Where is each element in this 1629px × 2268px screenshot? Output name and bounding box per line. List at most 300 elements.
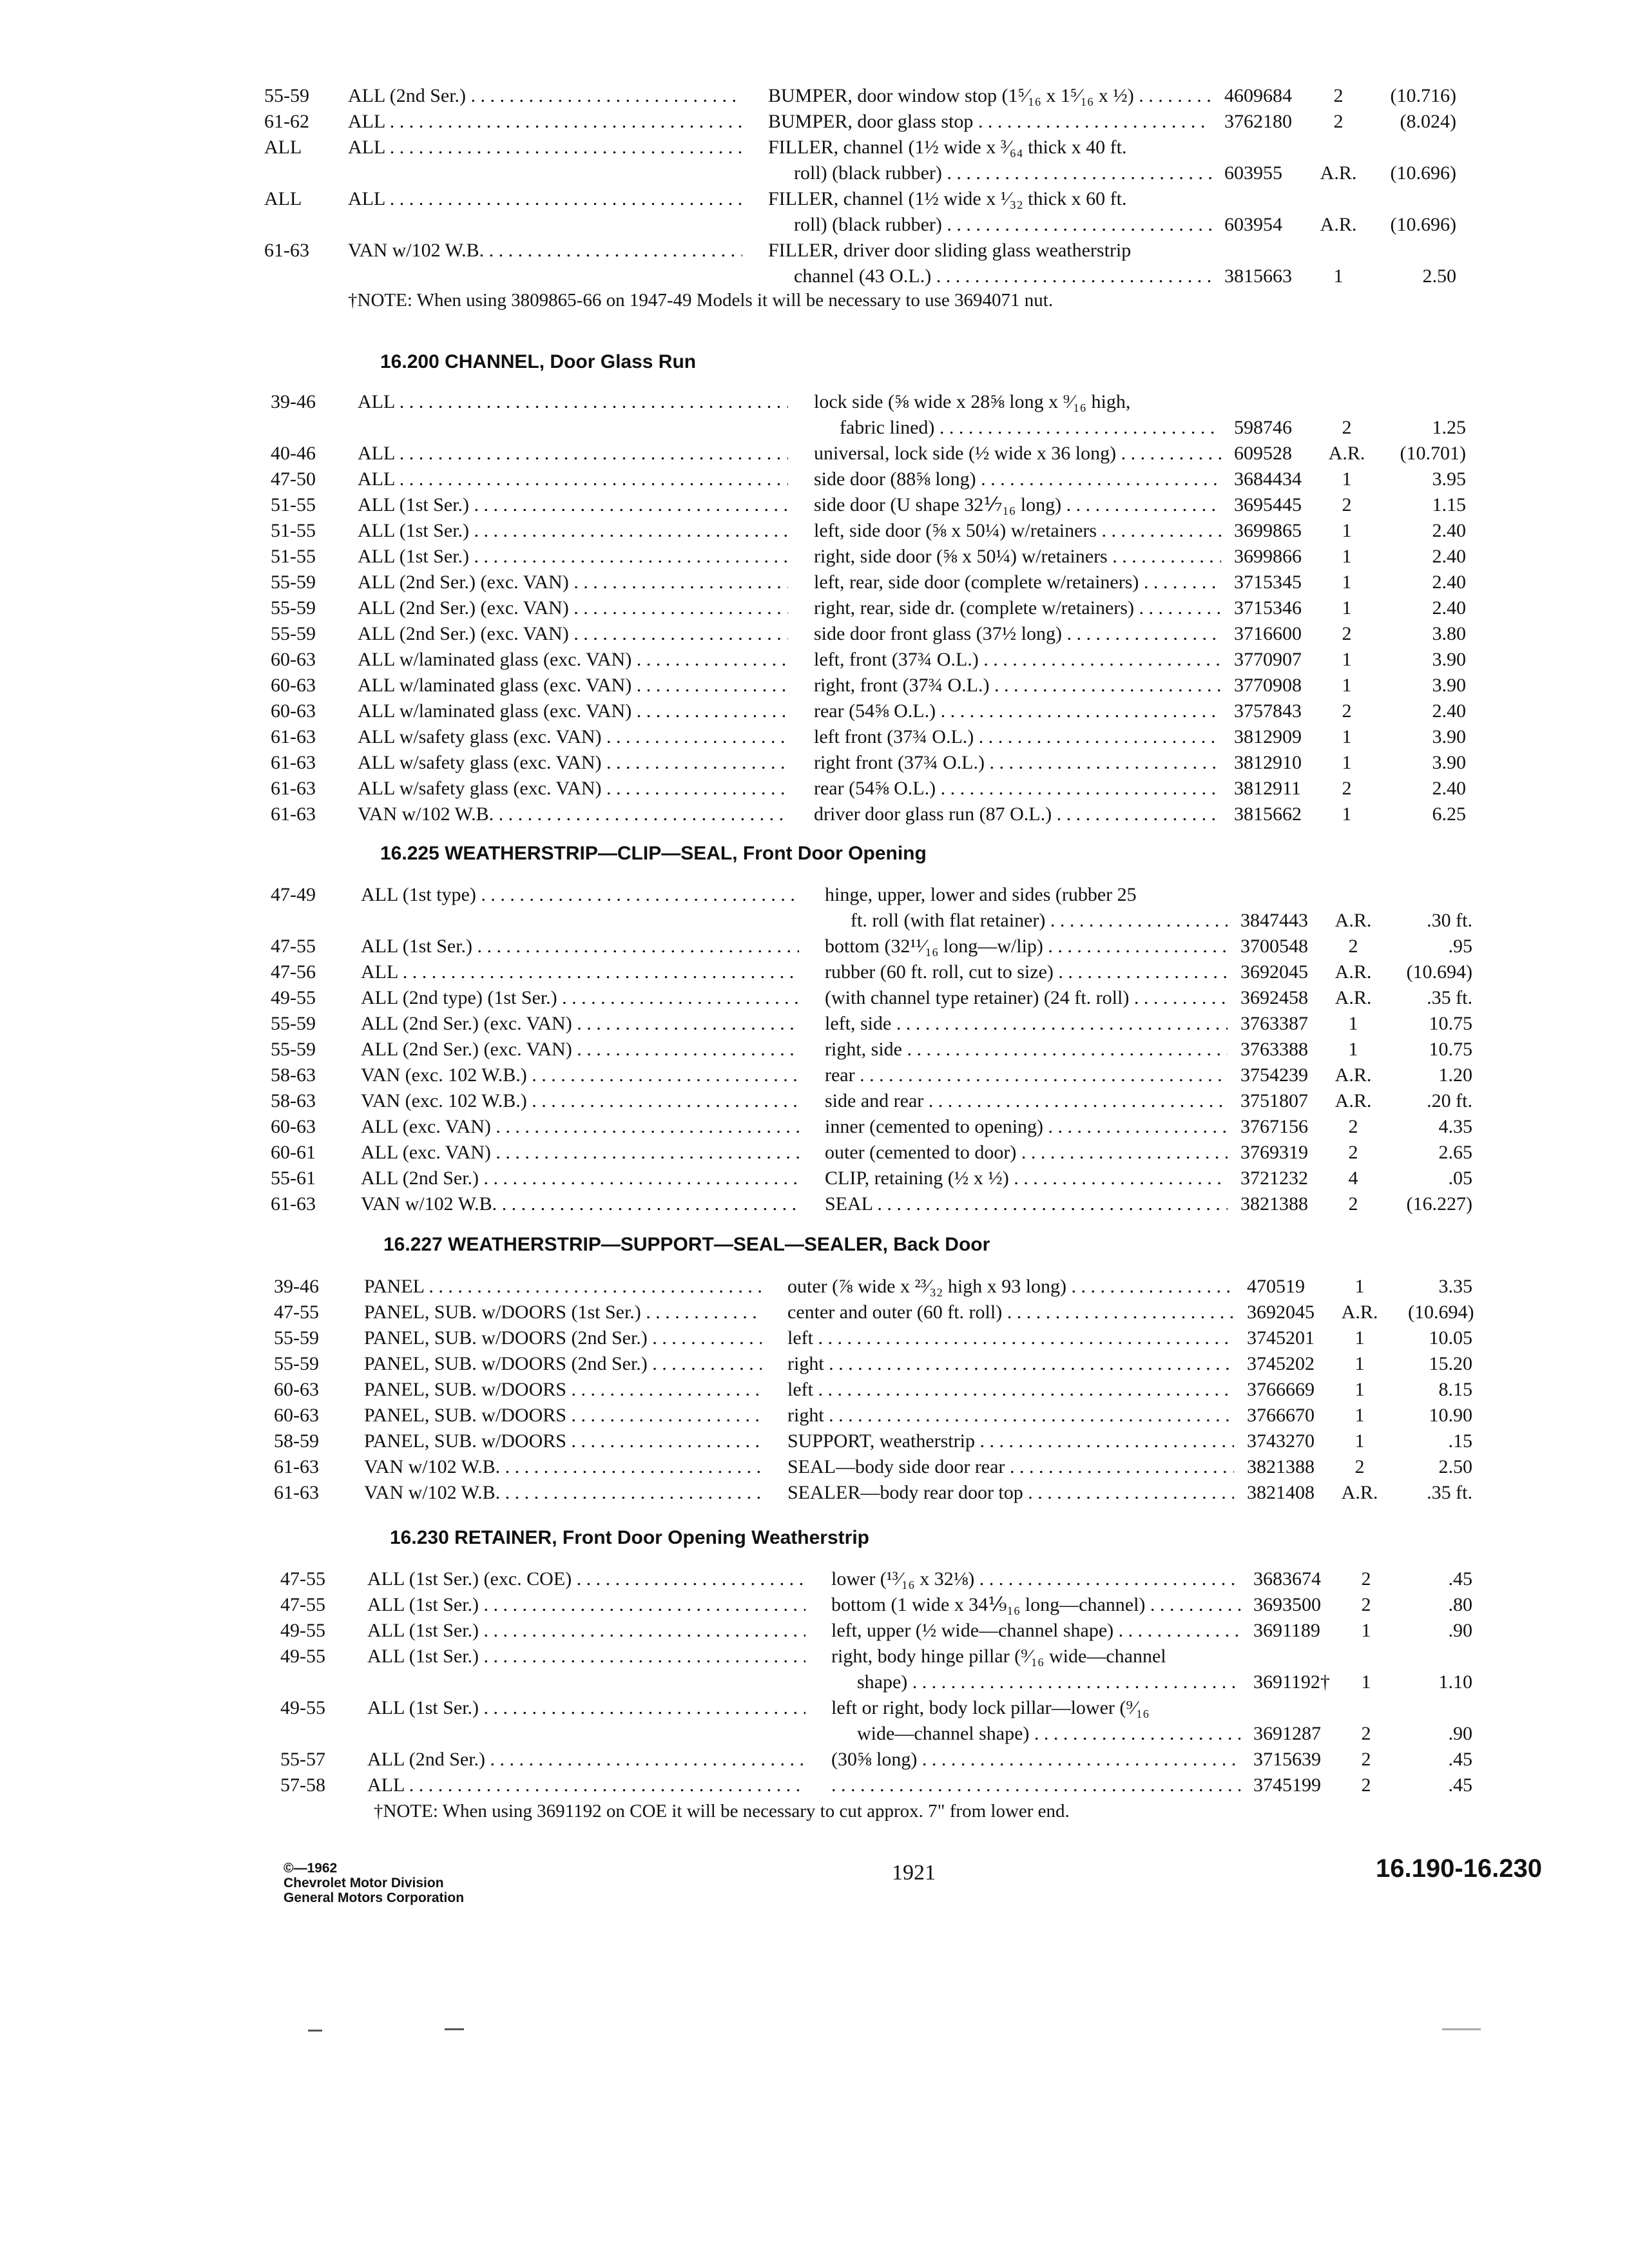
part-description: FILLER, channel (1½ wide x ¹⁄₃₂ thick x 60 ft. (768, 188, 1127, 209)
model-years: 55-59 (271, 1039, 316, 1060)
quantity: 2 (1361, 1568, 1371, 1590)
part-description: left . . . (787, 1326, 1234, 1350)
quantity: 1 (1354, 1353, 1365, 1374)
parts-row (0, 1089, 1629, 1115)
part-description: BUMPER, door window stop (1⁵⁄₁₆ x 1⁵⁄₁₆ x ½) . . . (768, 84, 1211, 108)
model-applicability: VAN w/102 W.B. . . . (364, 1455, 762, 1479)
division-line: Chevrolet Motor Division (284, 1876, 444, 1890)
part-description: hinge, upper, lower and sides (rubber 25 (825, 884, 1137, 905)
model-applicability: ALL . . . (358, 467, 788, 492)
model-years: 55-59 (274, 1327, 319, 1349)
part-number: 3812909 (1234, 726, 1302, 747)
list-price: .95 (1448, 936, 1472, 957)
part-number: 3715346 (1234, 597, 1302, 619)
part-number: 3766669 (1247, 1379, 1315, 1400)
parts-row (0, 725, 1629, 751)
parts-row (0, 1567, 1629, 1593)
quantity: 1 (1361, 1671, 1371, 1693)
quantity: 2 (1342, 494, 1352, 515)
quantity: A.R. (1335, 961, 1372, 983)
part-number: 3721232 (1240, 1168, 1308, 1189)
model-applicability: ALL (1st Ser.) . . . (358, 519, 788, 543)
quantity: A.R. (1341, 1302, 1378, 1323)
parts-row (0, 1696, 1629, 1747)
parts-row (0, 493, 1629, 519)
quantity: 1 (1348, 1013, 1358, 1034)
model-applicability: ALL w/safety glass (exc. VAN) . . . (358, 725, 788, 749)
part-description: shape) . . . (857, 1670, 1240, 1695)
model-years: 39-46 (271, 391, 316, 412)
model-years: 51-55 (271, 520, 316, 541)
part-number: 3815662 (1234, 803, 1302, 825)
part-number: 3745201 (1247, 1327, 1315, 1349)
model-years: 47-55 (274, 1302, 319, 1323)
parts-row (0, 1455, 1629, 1481)
model-years: 61-63 (271, 726, 316, 747)
model-applicability: ALL (1st Ser.) . . . (361, 934, 799, 959)
parts-row (0, 1274, 1629, 1300)
parts-row (0, 1037, 1629, 1063)
part-description: rubber (60 ft. roll, cut to size) . . . (825, 960, 1228, 985)
section-heading: 16.230 RETAINER, Front Door Opening Weatherstrip (390, 1527, 869, 1548)
quantity: 1 (1354, 1276, 1365, 1297)
model-applicability: ALL (exc. VAN) . . . (361, 1140, 799, 1165)
quantity: 2 (1333, 111, 1344, 132)
part-description: lock side (⅝ wide x 28⅝ long x ⁹⁄₁₆ high, (814, 391, 1131, 412)
part-description: left, upper (½ wide—channel shape) . . . (831, 1619, 1240, 1643)
model-years: ALL (264, 137, 302, 158)
quantity: 2 (1361, 1749, 1371, 1770)
footnote: †NOTE: When using 3809865-66 on 1947-49 Models it will be necessary to use 3694071 nut. (348, 290, 1054, 311)
model-years: 60-63 (271, 1116, 316, 1137)
quantity: A.R. (1320, 162, 1357, 184)
model-years: 60-63 (274, 1379, 319, 1400)
quantity: 4 (1348, 1168, 1358, 1189)
model-years: 47-56 (271, 961, 316, 983)
part-number: 3699866 (1234, 546, 1302, 567)
quantity: A.R. (1335, 910, 1372, 931)
part-number: 3743270 (1247, 1430, 1315, 1452)
part-number: 3745202 (1247, 1353, 1315, 1374)
list-price: 2.40 (1432, 597, 1466, 619)
part-number: 3757843 (1234, 700, 1302, 722)
list-price: .30 ft. (1427, 910, 1472, 931)
corporation-line: General Motors Corporation (284, 1890, 465, 1905)
section-heading: 16.200 CHANNEL, Door Glass Run (380, 351, 697, 372)
part-number: 3763387 (1240, 1013, 1308, 1034)
parts-row (0, 1012, 1629, 1037)
list-price: .35 ft. (1427, 987, 1472, 1008)
model-applicability: PANEL, SUB. w/DOORS (1st Ser.) . . . (364, 1300, 762, 1325)
model-years: 61-63 (274, 1456, 319, 1477)
part-description: left . . . (787, 1378, 1234, 1402)
list-price: 2.65 (1438, 1142, 1472, 1163)
part-number: 3716600 (1234, 623, 1302, 644)
parts-row (0, 596, 1629, 622)
part-number: 3847443 (1240, 910, 1308, 931)
list-price: (16.227) (1406, 1193, 1472, 1215)
page-number: 1921 (892, 1861, 936, 1885)
quantity: 1 (1342, 803, 1352, 825)
part-number: 3769319 (1240, 1142, 1308, 1163)
model-years: 58-59 (274, 1430, 319, 1452)
model-years: 55-59 (271, 597, 316, 619)
model-years: 51-55 (271, 494, 316, 515)
model-applicability: ALL (2nd Ser.) . . . (348, 84, 742, 108)
parts-row (0, 802, 1629, 828)
list-price: 1.25 (1432, 417, 1466, 438)
model-applicability: ALL (1st Ser.) . . . (358, 493, 788, 517)
quantity: 1 (1354, 1405, 1365, 1426)
parts-row (0, 986, 1629, 1012)
part-number: 3691287 (1253, 1723, 1321, 1744)
parts-row (0, 883, 1629, 934)
part-description: inner (cemented to opening) . . . (825, 1115, 1228, 1139)
parts-row (0, 1063, 1629, 1089)
list-price: .90 (1448, 1620, 1472, 1641)
list-price: 3.90 (1432, 752, 1466, 773)
quantity: A.R. (1335, 1064, 1372, 1086)
list-price: .45 (1448, 1749, 1472, 1770)
part-number: 3770907 (1234, 649, 1302, 670)
list-price: 10.05 (1429, 1327, 1472, 1349)
part-description: bottom (32¹¹⁄₁₆ long—w/lip) . . . (825, 934, 1228, 959)
part-number: 3762180 (1224, 111, 1292, 132)
footnote: †NOTE: When using 3691192 on COE it will be necessary to cut approx. 7" from lower end. (374, 1801, 1070, 1821)
part-number: 3695445 (1234, 494, 1302, 515)
quantity: A.R. (1328, 443, 1365, 464)
part-number: 3691189 (1253, 1620, 1320, 1641)
model-years: 55-61 (271, 1168, 316, 1189)
quantity: 1 (1354, 1379, 1365, 1400)
quantity: 2 (1354, 1456, 1365, 1477)
part-description: left, side door (⅝ x 50¼) w/retainers . . . (814, 519, 1221, 543)
model-applicability: VAN w/102 W.B. . . . (348, 238, 742, 263)
scan-mark (1442, 2028, 1481, 2030)
model-applicability: ALL (2nd Ser.) . . . (367, 1747, 805, 1772)
model-applicability: PANEL, SUB. w/DOORS . . . (364, 1429, 762, 1454)
model-applicability: ALL w/safety glass (exc. VAN) . . . (358, 776, 788, 801)
part-number: 3821408 (1247, 1482, 1315, 1503)
part-description: right front (37¾ O.L.) . . . (814, 751, 1221, 775)
model-years: 55-59 (271, 1013, 316, 1034)
part-number: 3812910 (1234, 752, 1302, 773)
model-applicability: VAN w/102 W.B. . . . (358, 802, 788, 827)
parts-row (0, 467, 1629, 493)
list-price: 8.15 (1438, 1379, 1472, 1400)
part-description: universal, lock side (½ wide x 36 long) . . . (814, 441, 1221, 466)
list-price: 6.25 (1432, 803, 1466, 825)
part-description: rear (54⅝ O.L.) . . . (814, 776, 1221, 801)
list-price: 3.90 (1432, 726, 1466, 747)
quantity: 1 (1342, 675, 1352, 696)
quantity: 1 (1342, 726, 1352, 747)
quantity: 1 (1342, 572, 1352, 593)
parts-row (0, 390, 1629, 441)
part-number: 4609684 (1224, 85, 1292, 106)
list-price: 2.50 (1438, 1456, 1472, 1477)
model-applicability: VAN w/102 W.B. . . . (361, 1192, 799, 1216)
model-applicability: ALL . . . (367, 1773, 805, 1798)
parts-row (0, 648, 1629, 673)
part-description: side door (88⅝ long) . . . (814, 467, 1221, 492)
footer-imprint (284, 1861, 464, 1905)
part-description: fabric lined) . . . (840, 416, 1221, 440)
model-years: 61-63 (271, 752, 316, 773)
quantity: 2 (1361, 1594, 1371, 1615)
part-number: 3693500 (1253, 1594, 1321, 1615)
part-description: SEAL—body side door rear . . . (787, 1455, 1234, 1479)
quantity: 2 (1348, 1116, 1358, 1137)
model-applicability: ALL w/laminated glass (exc. VAN) . . . (358, 648, 788, 672)
model-applicability: ALL (2nd Ser.) . . . (361, 1166, 799, 1191)
list-price: (10.701) (1400, 443, 1466, 464)
quantity: A.R. (1335, 1090, 1372, 1111)
parts-row (0, 238, 1629, 290)
part-description: driver door glass run (87 O.L.) . . . (814, 802, 1221, 827)
list-price: 3.80 (1432, 623, 1466, 644)
model-years: 55-59 (274, 1353, 319, 1374)
part-description: lower (¹³⁄₁₆ x 32⅛) . . . (831, 1567, 1240, 1591)
quantity: 1 (1342, 546, 1352, 567)
part-description: rear . . . (825, 1063, 1228, 1088)
list-price: 10.75 (1429, 1013, 1472, 1034)
quantity: 1 (1361, 1620, 1371, 1641)
model-years: ALL (264, 188, 302, 209)
parts-row (0, 519, 1629, 544)
part-number: 3692045 (1240, 961, 1308, 983)
part-description: right, body hinge pillar (⁹⁄₁₆ wide—channel (831, 1646, 1166, 1667)
parts-row (0, 135, 1629, 187)
model-applicability: ALL (1st Ser.) . . . (358, 544, 788, 569)
part-number: 3812911 (1234, 778, 1301, 799)
model-years: 61-63 (271, 778, 316, 799)
parts-row (0, 110, 1629, 135)
part-description: side door (U shape 32⅐₁₆ long) . . . (814, 493, 1221, 517)
parts-row (0, 1166, 1629, 1192)
model-applicability: ALL . . . (361, 960, 799, 985)
parts-row (0, 187, 1629, 238)
model-applicability: ALL w/laminated glass (exc. VAN) . . . (358, 673, 788, 698)
part-description: roll) (black rubber) . . . (794, 161, 1211, 186)
copyright-line: ©—1962 (284, 1861, 338, 1876)
part-number: 3683674 (1253, 1568, 1321, 1590)
parts-row (0, 1619, 1629, 1644)
quantity: 1 (1348, 1039, 1358, 1060)
model-applicability: ALL (1st Ser.) . . . (367, 1696, 805, 1720)
parts-row (0, 751, 1629, 776)
list-price: 15.20 (1429, 1353, 1472, 1374)
part-description (831, 1773, 1240, 1798)
model-applicability: ALL (1st Ser.) (exc. COE) . . . (367, 1567, 805, 1591)
model-applicability: VAN (exc. 102 W.B.) . . . (361, 1063, 799, 1088)
parts-row (0, 673, 1629, 699)
list-price: 2.50 (1422, 265, 1456, 287)
list-price: .20 ft. (1427, 1090, 1472, 1111)
model-applicability: ALL w/safety glass (exc. VAN) . . . (358, 751, 788, 775)
part-description: right, rear, side dr. (complete w/retainers) . . . (814, 596, 1221, 620)
list-price: 2.40 (1432, 546, 1466, 567)
parts-row (0, 1300, 1629, 1326)
list-price: 1.10 (1438, 1671, 1472, 1693)
model-applicability: PANEL, SUB. w/DOORS (2nd Ser.) . . . (364, 1326, 762, 1350)
list-price: 2.40 (1432, 520, 1466, 541)
quantity: 2 (1342, 778, 1352, 799)
list-price: 10.90 (1429, 1405, 1472, 1426)
parts-row (0, 934, 1629, 960)
model-years: 60-63 (274, 1405, 319, 1426)
list-price: 3.35 (1438, 1276, 1472, 1297)
model-applicability: PANEL, SUB. w/DOORS (2nd Ser.) . . . (364, 1352, 762, 1376)
parts-row (0, 570, 1629, 596)
list-price: 2.40 (1432, 700, 1466, 722)
model-years: 60-61 (271, 1142, 316, 1163)
part-number: 3692458 (1240, 987, 1308, 1008)
list-price: (10.694) (1406, 961, 1472, 983)
part-description: left, rear, side door (complete w/retainers) . . . (814, 570, 1221, 595)
part-number: 3751807 (1240, 1090, 1308, 1111)
part-number: 3691192† (1253, 1671, 1330, 1693)
part-number: 3692045 (1247, 1302, 1315, 1323)
model-years: 47-55 (280, 1568, 325, 1590)
list-price: (10.716) (1390, 85, 1456, 106)
part-description: FILLER, channel (1½ wide x ³⁄₆₄ thick x 40 ft. (768, 137, 1127, 158)
model-years: 40-46 (271, 443, 316, 464)
part-number: 3684434 (1234, 468, 1302, 490)
part-description: left, side . . . (825, 1012, 1228, 1036)
parts-row (0, 1352, 1629, 1378)
part-description: outer (⅞ wide x ²³⁄₃₂ high x 93 long) . . . (787, 1274, 1234, 1299)
part-description: BUMPER, door glass stop . . . (768, 110, 1211, 134)
parts-row (0, 622, 1629, 648)
model-years: 51-55 (271, 546, 316, 567)
part-description: right . . . (787, 1403, 1234, 1428)
model-years: 49-55 (280, 1646, 325, 1667)
list-price: .15 (1448, 1430, 1472, 1452)
parts-row (0, 776, 1629, 802)
parts-row (0, 1115, 1629, 1140)
model-years: 61-63 (264, 240, 309, 261)
part-number: 3700548 (1240, 936, 1308, 957)
model-applicability: ALL w/laminated glass (exc. VAN) . . . (358, 699, 788, 724)
part-description: right, side . . . (825, 1037, 1228, 1062)
model-years: 49-55 (271, 987, 316, 1008)
part-description: (30⅝ long) . . . (831, 1747, 1240, 1772)
scan-mark (308, 2030, 322, 2032)
model-applicability: ALL (2nd Ser.) (exc. VAN) . . . (358, 622, 788, 646)
parts-row (0, 544, 1629, 570)
model-applicability: ALL (1st Ser.) . . . (367, 1619, 805, 1643)
model-years: 55-59 (271, 623, 316, 644)
part-description: ft. roll (with flat retainer) . . . (851, 908, 1228, 933)
part-number: 603954 (1224, 214, 1282, 235)
list-price: .90 (1448, 1723, 1472, 1744)
parts-row (0, 1773, 1629, 1799)
list-price: (10.694) (1408, 1302, 1474, 1323)
section-range: 16.190-16.230 (1376, 1854, 1543, 1883)
part-number: 3699865 (1234, 520, 1302, 541)
quantity: 1 (1333, 265, 1344, 287)
part-description: SUPPORT, weatherstrip . . . (787, 1429, 1234, 1454)
model-years: 58-63 (271, 1090, 316, 1111)
part-description: side door front glass (37½ long) . . . (814, 622, 1221, 646)
model-years: 60-63 (271, 700, 316, 722)
part-description: left front (37¾ O.L.) . . . (814, 725, 1221, 749)
model-applicability: ALL (2nd Ser.) (exc. VAN) . . . (358, 596, 788, 620)
list-price: .80 (1448, 1594, 1472, 1615)
parts-row (0, 1747, 1629, 1773)
model-years: 60-63 (271, 649, 316, 670)
part-number: 3767156 (1240, 1116, 1308, 1137)
list-price: 1.15 (1432, 494, 1466, 515)
part-description: right, front (37¾ O.L.) . . . (814, 673, 1221, 698)
model-years: 55-59 (271, 572, 316, 593)
model-applicability: ALL (2nd Ser.) (exc. VAN) . . . (358, 570, 788, 595)
parts-row (0, 441, 1629, 467)
model-applicability: ALL (2nd type) (1st Ser.) . . . (361, 986, 799, 1010)
model-years: 57-58 (280, 1774, 325, 1796)
parts-row (0, 1481, 1629, 1506)
model-applicability: ALL (exc. VAN) . . . (361, 1115, 799, 1139)
quantity: 2 (1342, 700, 1352, 722)
list-price: (10.696) (1390, 214, 1456, 235)
quantity: 1 (1342, 649, 1352, 670)
part-description: right . . . (787, 1352, 1234, 1376)
part-description: SEALER—body rear door top . . . (787, 1481, 1234, 1505)
quantity: 2 (1361, 1774, 1371, 1796)
quantity: 1 (1342, 520, 1352, 541)
part-number: 3715639 (1253, 1749, 1321, 1770)
quantity: 2 (1348, 1142, 1358, 1163)
part-number: 598746 (1234, 417, 1292, 438)
list-price: 3.90 (1432, 675, 1466, 696)
model-years: 47-49 (271, 884, 316, 905)
model-years: 61-63 (271, 803, 316, 825)
quantity: 1 (1342, 597, 1352, 619)
parts-row (0, 960, 1629, 986)
model-applicability: ALL . . . (358, 390, 788, 414)
section-heading: 16.225 WEATHERSTRIP—CLIP—SEAL, Front Door Opening (380, 843, 927, 864)
part-number: 603955 (1224, 162, 1282, 184)
quantity: A.R. (1341, 1482, 1378, 1503)
part-number: 3821388 (1247, 1456, 1315, 1477)
model-applicability: PANEL, SUB. w/DOORS . . . (364, 1378, 762, 1402)
model-applicability: ALL . . . (358, 441, 788, 466)
part-description: (with channel type retainer) (24 ft. roll) . . . (825, 986, 1228, 1010)
model-applicability: PANEL, SUB. w/DOORS . . . (364, 1403, 762, 1428)
list-price: .45 (1448, 1774, 1472, 1796)
model-years: 47-55 (280, 1594, 325, 1615)
quantity: 2 (1333, 85, 1344, 106)
parts-row (0, 1429, 1629, 1455)
part-number: 3754239 (1240, 1064, 1308, 1086)
list-price: (10.696) (1390, 162, 1456, 184)
model-years: 39-46 (274, 1276, 319, 1297)
quantity: A.R. (1335, 987, 1372, 1008)
list-price: 3.95 (1432, 468, 1466, 490)
model-applicability: ALL . . . (348, 135, 742, 160)
quantity: 2 (1348, 1193, 1358, 1215)
model-years: 61-62 (264, 111, 309, 132)
part-number: 3763388 (1240, 1039, 1308, 1060)
part-number: 3770908 (1234, 675, 1302, 696)
model-applicability: VAN (exc. 102 W.B.) . . . (361, 1089, 799, 1113)
model-years: 58-63 (271, 1064, 316, 1086)
model-years: 55-57 (280, 1749, 325, 1770)
parts-row (0, 1593, 1629, 1619)
part-number: 609528 (1234, 443, 1292, 464)
part-description: side and rear . . . (825, 1089, 1228, 1113)
